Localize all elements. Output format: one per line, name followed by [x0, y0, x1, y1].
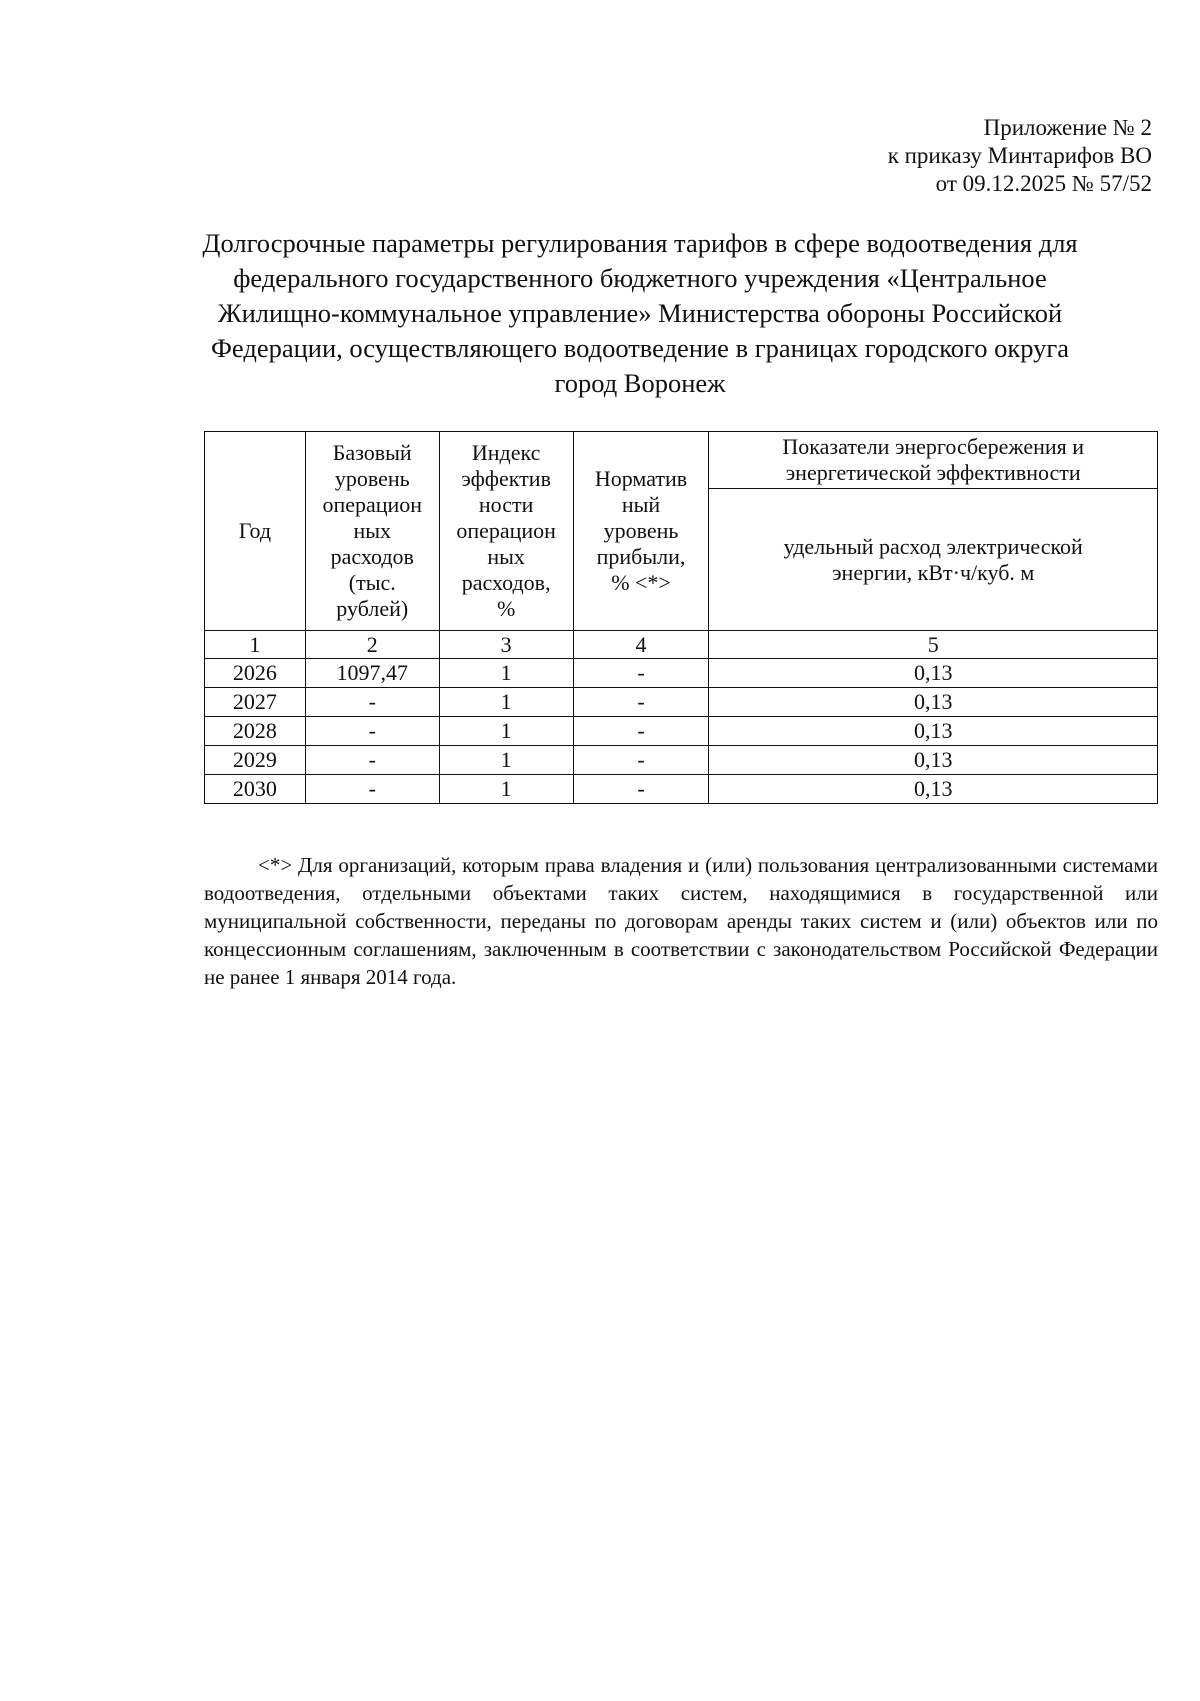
- table-row: [205, 717, 1158, 746]
- header-energy-group: Показатели энергосбережения и энергетической эффективности: [709, 432, 1158, 489]
- cell-year: 2028: [205, 717, 306, 746]
- cell-efficiency-index: 1: [439, 717, 573, 746]
- header-electricity: удельный расход электрической энергии, кВт·ч/куб. м: [709, 489, 1158, 631]
- cell-base-level: -: [305, 717, 439, 746]
- footnote: <*> Для организаций, которым права владения и (или) пользования централизованными системами водоотведения, отдельными объектами таких систем, находящимися в государственной или муниципальной собственности, переданы по договорам аренды таких систем и (или) объектов или по концессионным соглашениям, заключенным в соответствии с законодательством Российской Федерации не ранее 1 января 2014 года.: [204, 853, 1158, 989]
- table-row: [205, 688, 1158, 717]
- cell-efficiency-index: 1: [439, 746, 573, 775]
- cell-efficiency-index: 1: [439, 775, 573, 804]
- cell-efficiency-index: 1: [439, 688, 573, 717]
- column-number: 2: [305, 631, 439, 659]
- cell-year: 2030: [205, 775, 306, 804]
- cell-electricity: 0,13: [709, 688, 1158, 717]
- cell-base-level: 1097,47: [305, 659, 439, 688]
- title-line: Федерации, осуществляющего водоотведение в границах городского округа: [211, 333, 1069, 363]
- header-efficiency-index: Индекс эффектив ности операцион ных расходов, %: [439, 432, 573, 631]
- cell-base-level: -: [305, 688, 439, 717]
- header-base-level: Базовый уровень операцион ных расходов (тыс. рублей): [305, 432, 439, 631]
- appendix-date: от 09.12.2025 № 57/52: [935, 171, 1152, 196]
- title-line: Долгосрочные параметры регулирования тарифов в сфере водоотведения для: [202, 228, 1078, 258]
- column-number: 3: [439, 631, 573, 659]
- cell-year: 2026: [205, 659, 306, 688]
- appendix-reference: [888, 114, 1152, 198]
- document-title: [170, 226, 1110, 401]
- cell-electricity: 0,13: [709, 775, 1158, 804]
- table-row: [205, 775, 1158, 804]
- cell-profit-norm: -: [573, 775, 709, 804]
- table-row: [205, 746, 1158, 775]
- cell-efficiency-index: 1: [439, 659, 573, 688]
- cell-electricity: 0,13: [709, 717, 1158, 746]
- column-number: 1: [205, 631, 306, 659]
- cell-base-level: -: [305, 775, 439, 804]
- header-profit-norm: Норматив ный уровень прибыли, % <*>: [573, 432, 709, 631]
- title-line: федерального государственного бюджетного учреждения «Центральное: [233, 263, 1047, 293]
- title-line: город Воронеж: [554, 368, 726, 398]
- cell-base-level: -: [305, 746, 439, 775]
- cell-year: 2029: [205, 746, 306, 775]
- appendix-number: Приложение № 2: [983, 115, 1152, 140]
- title-line: Жилищно-коммунальное управление» Министерства обороны Российской: [217, 298, 1063, 328]
- header-year: Год: [205, 432, 306, 631]
- table-row: [205, 659, 1158, 688]
- cell-profit-norm: -: [573, 659, 709, 688]
- cell-profit-norm: -: [573, 688, 709, 717]
- column-numbers-row: [205, 631, 1158, 659]
- cell-electricity: 0,13: [709, 746, 1158, 775]
- cell-electricity: 0,13: [709, 659, 1158, 688]
- column-number: 5: [709, 631, 1158, 659]
- cell-profit-norm: -: [573, 746, 709, 775]
- cell-year: 2027: [205, 688, 306, 717]
- parameters-table: [204, 431, 1158, 804]
- column-number: 4: [573, 631, 709, 659]
- cell-profit-norm: -: [573, 717, 709, 746]
- appendix-order: к приказу Минтарифов ВО: [887, 143, 1152, 168]
